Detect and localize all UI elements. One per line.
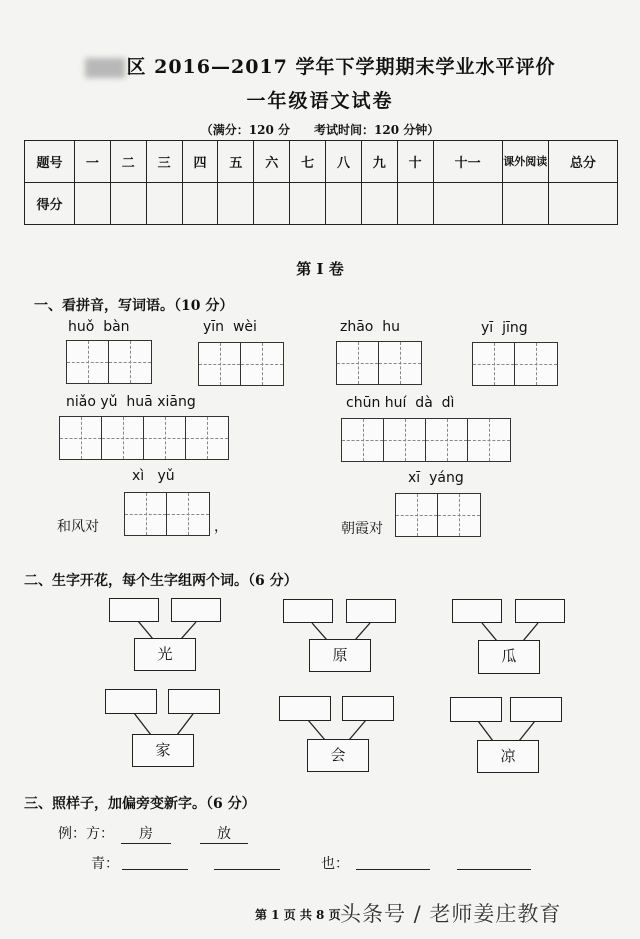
col-header: 十一 <box>433 141 502 183</box>
col-header: 一 <box>75 141 111 183</box>
char-box: 家 <box>132 734 194 767</box>
word-box[interactable] <box>105 689 157 714</box>
q1-heading: 一、看拼音，写词语。（10 分） <box>34 298 234 314</box>
char-box: 光 <box>134 638 196 671</box>
word-box[interactable] <box>109 598 159 622</box>
answer-line[interactable] <box>214 869 280 870</box>
pinyin: chūn huí dà dì <box>346 395 455 411</box>
part-title: 第 I 卷 <box>296 260 344 278</box>
col-header: 七 <box>290 141 326 183</box>
exam-title: 区 2016—2017 学年下学期期末学业水平评价 <box>0 52 640 79</box>
word-box[interactable] <box>515 599 565 623</box>
pinyin: yī jīng <box>481 320 528 336</box>
pinyin: yīn wèi <box>203 319 257 335</box>
word-box[interactable] <box>346 599 396 623</box>
pinyin: xī yáng <box>408 470 464 486</box>
exam-meta: （满分：120 分 考试时间：120 分钟） <box>200 123 440 137</box>
col-header: 三 <box>146 141 182 183</box>
phrase-suffix: ， <box>214 519 228 535</box>
col-header: 八 <box>326 141 362 183</box>
col-header: 二 <box>110 141 146 183</box>
example-label: 例：方： <box>58 826 114 842</box>
exam-subtitle: 一年级语文试卷 <box>246 90 394 112</box>
word-box[interactable] <box>510 697 562 722</box>
row-label: 青： <box>91 856 119 872</box>
word-box[interactable] <box>168 689 220 714</box>
word-box[interactable] <box>452 599 502 623</box>
phrase-prefix: 和风对 <box>57 519 99 535</box>
word-box[interactable] <box>171 598 221 622</box>
answer-line[interactable] <box>122 869 188 870</box>
pinyin: xì yǔ <box>132 468 175 484</box>
row-label: 也： <box>321 856 349 872</box>
col-header: 总分 <box>548 141 617 183</box>
pinyin: huǒ bàn <box>68 319 130 335</box>
char-box: 凉 <box>477 740 539 773</box>
answer-line[interactable] <box>457 869 531 870</box>
col-header: 十 <box>397 141 433 183</box>
col-header: 六 <box>254 141 290 183</box>
col-header: 九 <box>361 141 397 183</box>
page-number: 第 1 页 共 8 页 <box>255 908 341 922</box>
q3-heading: 三、照样子，加偏旁变新字。（6 分） <box>24 796 256 812</box>
word-box[interactable] <box>342 696 394 721</box>
example-answer: 房 <box>121 823 177 844</box>
col-header: 四 <box>182 141 218 183</box>
word-box[interactable] <box>279 696 331 721</box>
pinyin: zhāo hu <box>340 319 401 335</box>
phrase-prefix: 朝霞对 <box>341 521 383 537</box>
col-header: 五 <box>218 141 254 183</box>
char-box: 会 <box>307 739 369 772</box>
example-answer: 放 <box>200 823 256 844</box>
word-box[interactable] <box>450 697 502 722</box>
answer-line[interactable] <box>356 869 430 870</box>
word-box[interactable] <box>283 599 333 623</box>
q2-heading: 二、生字开花，每个生字组两个词。（6 分） <box>24 573 298 589</box>
row-label: 题号 <box>25 141 75 183</box>
pinyin: niǎo yǔ huā xiāng <box>66 394 196 410</box>
row-label: 得分 <box>25 183 75 225</box>
char-box: 原 <box>309 639 371 672</box>
col-header: 课外阅读 <box>502 141 548 183</box>
watermark: 头条号 / 老师姜庄教育 <box>340 902 562 926</box>
char-box: 瓜 <box>478 640 540 674</box>
